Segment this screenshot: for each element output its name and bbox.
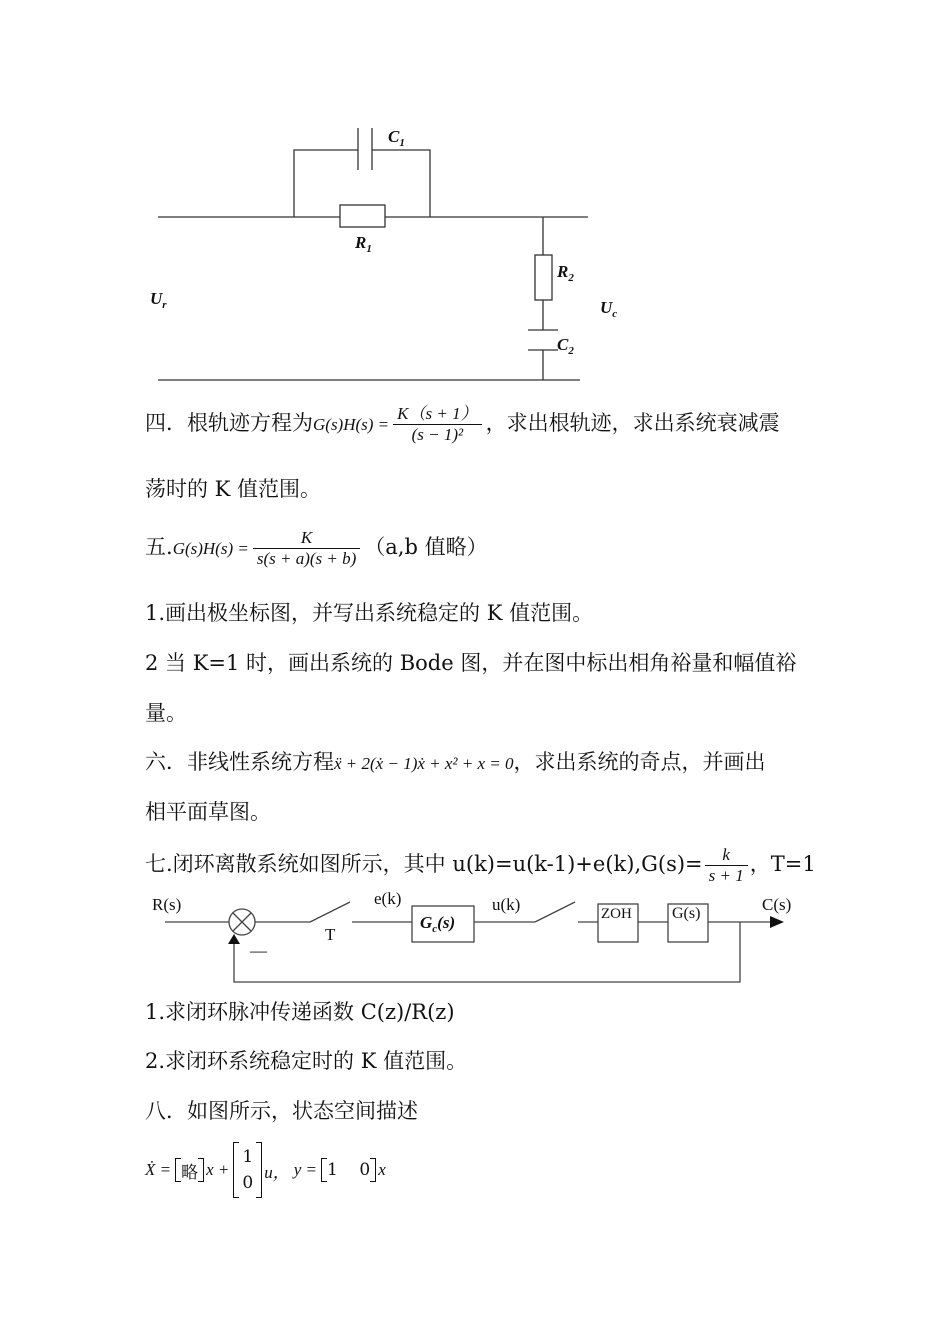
q4-denominator: (s − 1)² [393, 424, 481, 445]
feedback-path [234, 922, 740, 982]
uc-label: $U_c$ [600, 298, 618, 320]
q6-line1 [145, 747, 766, 779]
b-bracket-right [256, 1142, 262, 1198]
q7-denominator: s + 1 [705, 865, 748, 886]
q5-suffix: （a,b 值略） [364, 535, 488, 559]
uk-label: u(k) [492, 895, 521, 914]
q7-prefix: 七.闭环离散系统如图所示，其中 u(k)=u(k-1)+e(k),G(s)= [145, 852, 703, 876]
r2-label: $R_2$ [557, 262, 574, 284]
q7-item1: 1.求闭环脉冲传递函数 C(z)/R(z) [145, 1000, 455, 1024]
b-bottom: 0 [242, 1173, 254, 1193]
ur-label: $U_r$ [150, 289, 167, 311]
feedback-arrow [228, 934, 240, 944]
q8-c-row: 1 0 [327, 1160, 371, 1180]
q8-xdot: Ẋ = [145, 1160, 172, 1179]
sampler-t-switch [310, 902, 350, 922]
q8-y-eq: y = [293, 1160, 317, 1179]
q4-fraction [393, 404, 481, 445]
q6-suffix: ，求出系统的奇点，并画出 [513, 750, 766, 774]
q8-u: u， [264, 1162, 290, 1182]
q7-numerator: k [722, 845, 730, 864]
gs-label: G(s) [672, 905, 701, 922]
t-label: T [325, 925, 336, 944]
sampler-switch-2 [535, 902, 575, 922]
q5-prefix: 五. [145, 535, 173, 559]
q6-prefix: 六．非线性系统方程 [145, 750, 334, 774]
q7-item2: 2.求闭环系统稳定时的 K 值范围。 [145, 1049, 468, 1073]
cs-label: C(s) [762, 895, 792, 914]
q8-b-vector [239, 1144, 256, 1196]
q4-line2: 荡时的 K 值范围。 [145, 477, 322, 501]
gc-label: $G_c(s)$ [420, 913, 456, 935]
discrete-block-diagram [0, 888, 950, 988]
q5-lhs: G(s)H(s) = [172, 539, 249, 558]
a-bracket-right [198, 1158, 204, 1182]
q7-suffix: ，T=1 [749, 852, 816, 876]
rs-label: R(s) [152, 895, 182, 914]
q4-line1 [145, 404, 780, 445]
q5-numerator: K [300, 528, 313, 547]
q8-x: x [378, 1160, 386, 1179]
q5-item2-line2: 量。 [145, 701, 187, 725]
output-arrow [770, 916, 784, 928]
q4-prefix: 四．根轨迹方程为 [145, 411, 313, 435]
resistor-r1 [340, 205, 385, 227]
rc-circuit-diagram [0, 0, 950, 400]
c1-label: $C_1$ [388, 127, 405, 149]
c2-label: $C_2$ [557, 335, 574, 357]
q7-fraction [705, 845, 748, 886]
q6-line2: 相平面草图。 [145, 800, 271, 824]
zoh-label: ZOH [601, 906, 632, 922]
q5-line1 [145, 528, 488, 569]
q4-lhs: G(s)H(s) = [313, 415, 390, 434]
c1-branch-right [372, 150, 430, 217]
q8-line: 八．如图所示，状态空间描述 [145, 1099, 418, 1123]
q4-suffix: ，求出根轨迹，求出系统衰减震 [485, 411, 780, 435]
b-top: 1 [242, 1147, 254, 1167]
q5-denominator: s(s + a)(s + b) [253, 548, 360, 569]
q8-a-matrix: 略 [181, 1162, 199, 1183]
q5-item1: 1.画出极坐标图，并写出系统稳定的 K 值范围。 [145, 601, 594, 625]
q5-item2-line1: 2 当 K=1 时，画出系统的 Bode 图，并在图中标出相角裕量和幅值裕 [145, 651, 797, 675]
q7-line1 [145, 845, 816, 886]
q6-equation: ẍ + 2(ẋ − 1)ẋ + x² + x = 0 [334, 754, 514, 773]
q4-numerator: K（s + 1） [397, 404, 478, 423]
q5-fraction [253, 528, 360, 569]
r1-label: $R_1$ [355, 233, 372, 255]
c1-branch-left [294, 150, 358, 217]
q8-state-equation [145, 1140, 386, 1200]
resistor-r2 [535, 255, 552, 300]
q8-x-plus: x + [206, 1160, 230, 1179]
ek-label: e(k) [374, 889, 402, 908]
minus-sign: — [250, 941, 267, 960]
c-bracket-right [370, 1158, 376, 1182]
